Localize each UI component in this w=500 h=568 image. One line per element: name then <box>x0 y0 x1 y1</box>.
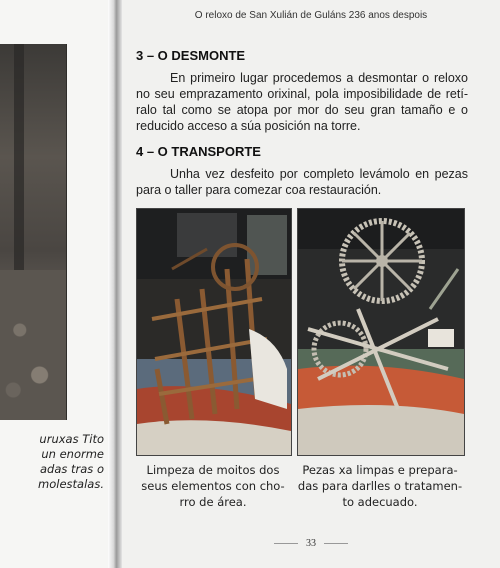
caption-line: Pezas xa limpas e prepara- <box>302 463 458 477</box>
book-gutter <box>108 0 122 568</box>
left-page-caption <box>0 432 104 492</box>
running-head: O reloxo de San Xulián de Guláns 236 anos despois <box>194 10 428 21</box>
caption-line: rro de área. <box>179 495 247 509</box>
paragraph-line: reducido acceso a súa posición na torre. <box>136 119 361 133</box>
paragraph-desmonte <box>136 70 468 134</box>
paragraph-line: Unha vez desfeito por completo levámolo en pezas <box>170 167 468 181</box>
left-caption-line: un enorme <box>41 447 104 461</box>
left-caption-line: adas tras o <box>39 462 104 476</box>
section-heading-transporte: 4 – O TRANSPORTE <box>136 144 261 159</box>
page-number-footer <box>122 538 500 549</box>
paragraph-line: En primeiro lugar procedemos a desmontar o reloxo <box>170 71 468 85</box>
section-heading-desmonte: 3 – O DESMONTE <box>136 48 246 63</box>
caption-line: Limpeza de moitos dos <box>146 463 280 477</box>
caption-line: seus elementos con cho- <box>141 479 285 493</box>
paragraph-line: ralo tal como se atopa por mor do seu gran tamaño e o <box>136 103 468 117</box>
left-caption-line: uruxas Tito <box>39 432 104 446</box>
paragraph-line: para o taller para comezar coa restauración. <box>136 183 382 197</box>
right-page <box>122 0 500 568</box>
clock-gears-in-car-trunk-photo <box>297 208 465 456</box>
left-photo-rubble <box>0 270 66 420</box>
folio-rule-right <box>324 543 348 544</box>
left-caption-line: molestalas. <box>38 477 104 491</box>
folio-rule-left <box>274 543 298 544</box>
photo-caption-limpeza <box>136 462 290 510</box>
page-number: 33 <box>306 538 316 549</box>
paragraph-transporte <box>136 166 468 198</box>
paragraph-line: no seu emprazamento orixinal, pola imposibilidade de retí- <box>136 87 468 101</box>
left-page-photo <box>0 44 67 420</box>
left-page <box>0 0 108 568</box>
clock-frame-in-car-trunk-photo <box>136 208 292 456</box>
caption-line: das para darlles o tratamen- <box>297 479 463 493</box>
photo-caption-pezas <box>297 462 463 510</box>
caption-line: to adecuado. <box>342 495 418 509</box>
